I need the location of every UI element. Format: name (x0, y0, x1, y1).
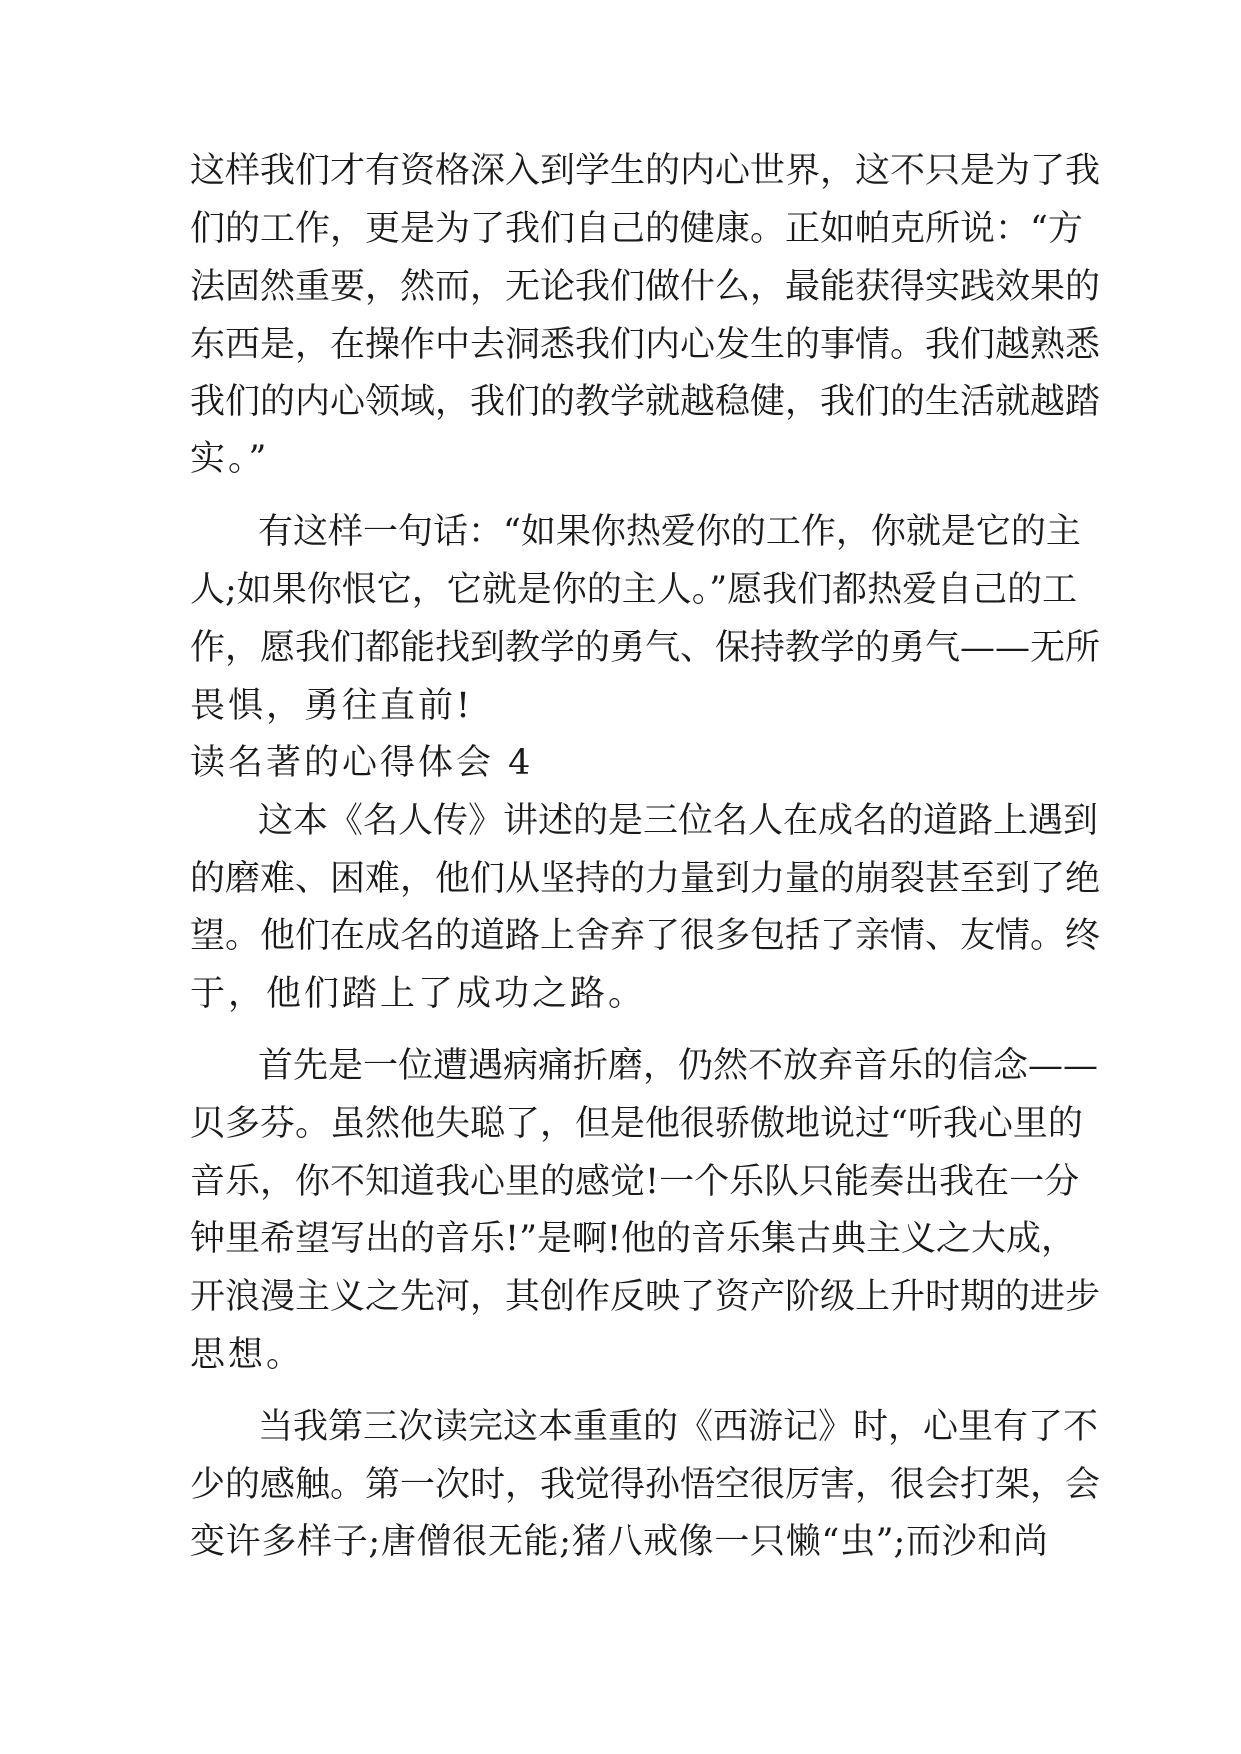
paragraph-line: 当我第三次读完这本重重的《西游记》时，心里有了不 (258, 1407, 1099, 1447)
paragraph-line: 望。他们在成名的道路上舍弃了很多包括了亲情、友情。终 (190, 916, 1101, 956)
paragraph-line: 畏惧，勇往直前! (190, 686, 474, 726)
paragraph-line: 变许多样子;唐僧很无能;猪八戒像一只懒“虫”;而沙和尚 (190, 1522, 1048, 1562)
paragraph-line: 作，愿我们都能找到教学的勇气、保持教学的勇气——无所 (190, 628, 1101, 668)
paragraph-line: 这本《名人传》讲述的是三位名人在成名的道路上遇到 (258, 801, 1099, 841)
paragraph-line: 们的工作，更是为了我们自己的健康。正如帕克所说：“方 (190, 209, 1083, 249)
paragraph-line: 思想。 (190, 1335, 305, 1375)
paragraph-line: 法固然重要，然而，无论我们做什么，最能获得实践效果的 (190, 267, 1101, 307)
paragraph-line: 我们的内心领域，我们的教学就越稳健，我们的生活就越踏 (190, 382, 1101, 422)
section-heading: 读名著的心得体会 4 (190, 743, 534, 783)
paragraph-line: 音乐，你不知道我心里的感觉!一个乐队只能奏出我在一分 (190, 1162, 1080, 1202)
paragraph-line: 开浪漫主义之先河，其创作反映了资产阶级上升时期的进步 (190, 1277, 1101, 1317)
paragraph-line: 贝多芬。虽然他失聪了，但是他很骄傲地说过“听我心里的 (190, 1104, 1083, 1144)
paragraph-line: 东西是，在操作中去洞悉我们内心发生的事情。我们越熟悉 (190, 325, 1101, 365)
paragraph-line: 于，他们踏上了成功之路。 (190, 974, 647, 1014)
paragraph-line: 有这样一句话：“如果你热爱你的工作，你就是它的主 (258, 512, 1081, 552)
paragraph-line: 人;如果你恨它，它就是你的主人。”愿我们都热爱自己的工 (190, 570, 1078, 610)
paragraph-line: 首先是一位遭遇病痛折磨，仍然不放弃音乐的信念—— (258, 1046, 1099, 1086)
paragraph-line: 钟里希望写出的音乐!”是啊!他的音乐集古典主义之大成， (190, 1219, 1077, 1259)
paragraph-line: 少的感触。第一次时，我觉得孙悟空很厉害，很会打架，会 (190, 1465, 1101, 1505)
paragraph-line: 的磨难、困难，他们从坚持的力量到力量的崩裂甚至到了绝 (190, 859, 1101, 899)
paragraph-line: 这样我们才有资格深入到学生的内心世界，这不只是为了我 (190, 151, 1101, 191)
paragraph-line: 实。” (190, 439, 270, 479)
